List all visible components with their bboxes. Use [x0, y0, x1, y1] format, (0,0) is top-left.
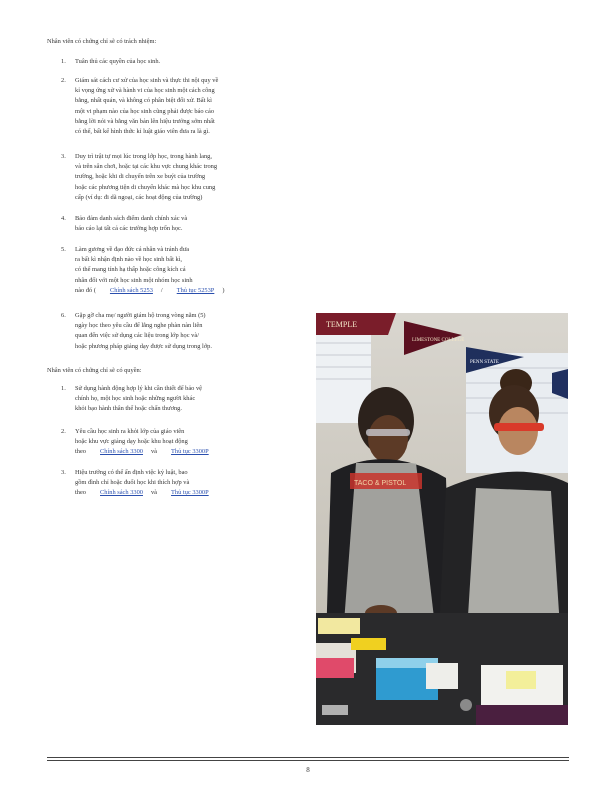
list-item-number: 5.: [61, 246, 66, 253]
list-item-number: 2.: [61, 428, 66, 435]
svg-text:PENN STATE: PENN STATE: [470, 360, 499, 365]
list-item-line: Giám sát cách cư xử của học sinh và thực thi nội quy về: [75, 77, 219, 84]
procedure-link[interactable]: Thủ tục 3300P: [171, 448, 209, 456]
reference-suffix: ): [222, 286, 225, 294]
policy-reference-line: [75, 488, 260, 498]
list-item-line: ra bất kì nhận định nào về học sinh bất kì,: [75, 256, 183, 264]
list-item-number: 1.: [61, 58, 66, 65]
procedure-link[interactable]: Thủ tục 5253P: [176, 286, 215, 294]
list-item-line: nhân đối với một học sinh một nhóm học sinh: [75, 276, 193, 284]
list-item-line: bằng lời nói và bằng văn bản lên hiệu trưởng sớm nhất: [75, 117, 215, 125]
list-item-line: chính họ, một học sinh hoặc những người khác: [75, 395, 196, 403]
list-item-text: [75, 76, 260, 137]
footer-rule-top: [47, 757, 569, 758]
policy-link[interactable]: Chính sách 3300: [100, 489, 143, 497]
list-item-line: khỏi bạo hành thân thể hoặc chấn thương.: [75, 405, 182, 413]
section-heading-rights: Nhân viên có chứng chỉ sẽ có quyền:: [47, 367, 142, 374]
list-item-line: quan đến việc sử dụng các liệu trong lớp học và/: [75, 332, 199, 340]
list-item-line: Yêu cầu học sinh ra khỏi lớp của giáo viên: [75, 428, 185, 435]
list-item-line: Duy trì trật tự mọi lúc trong lớp học, trong hành lang,: [75, 153, 212, 160]
reference-separator: /: [160, 286, 163, 294]
reference-prefix: nào đó (: [75, 286, 96, 294]
list-item-number: 3.: [61, 469, 66, 476]
policy-reference-line: [75, 447, 260, 457]
list-item-text: [75, 384, 260, 415]
list-item-text: [75, 152, 260, 203]
list-item-line: và trên sân chơi, hoặc tại các khu vực chung khác trong: [75, 163, 218, 171]
policy-link[interactable]: Chính sách 3300: [100, 448, 143, 456]
list-item-line: Gặp gỡ cha mẹ/ người giám hộ trong vòng năm (5): [75, 312, 206, 319]
svg-text:TACO & PISTOL: TACO & PISTOL: [354, 480, 407, 487]
list-item-line: kỉ vọng ứng xử và hành vi của học sinh một cách công: [75, 87, 215, 95]
list-item-line: ngày học theo yêu cầu để lắng nghe phàn nàn liên: [75, 322, 203, 330]
list-item-line: Sử dụng hành động hợp lý khi cần thiết để bảo vệ: [75, 385, 203, 392]
policy-link[interactable]: Chính sách 5253: [109, 286, 153, 294]
pennant-temple: [316, 313, 396, 335]
list-item-line: một vi phạm nào của học sinh cũng phải được báo cáo: [75, 107, 215, 115]
svg-text:TEMPLE: TEMPLE: [326, 320, 358, 329]
list-item-line: gồm đình chỉ hoặc đuổi học khi thích hợp và: [75, 479, 190, 487]
reference-separator: và: [150, 448, 158, 456]
list-item-line: Bảo đảm danh sách điểm danh chính xác và: [75, 215, 188, 222]
list-item-line: Tuân thủ các quyền của học sinh.: [75, 58, 161, 65]
page-number: 8: [306, 766, 310, 774]
policy-reference-line: [75, 286, 260, 296]
list-item-line: hoặc phương pháp giảng dạy được sử dụng trong lớp.: [75, 342, 212, 350]
list-item-line: hoặc các phương tiện di chuyển khác mà học khu cung: [75, 183, 216, 191]
list-item-number: 4.: [61, 215, 66, 222]
list-item-line: hoặc khu vực giảng dạy hoặc khu hoạt động: [75, 438, 188, 446]
list-item-number: 3.: [61, 153, 66, 160]
list-item-text: [75, 311, 260, 352]
list-item-line: Làm gương về đạo đức cá nhân và tránh đưa: [75, 246, 190, 253]
students-lab-photo: [316, 313, 568, 725]
list-item-text: [75, 245, 260, 296]
list-item-line: cấp (ví dụ: đi dã ngoại, các hoạt động của trường): [75, 193, 203, 201]
list-item-line: Hiệu trưởng có thể ấn định việc kỷ luật, bao: [75, 469, 188, 476]
section-heading-responsibilities: Nhân viên có chứng chỉ sẽ có trách nhiệm:: [47, 38, 157, 45]
list-item-number: 6.: [61, 312, 66, 319]
reference-prefix: theo: [75, 448, 87, 456]
list-item-number: 2.: [61, 77, 66, 84]
procedure-link[interactable]: Thủ tục 3300P: [171, 489, 209, 497]
list-item-line: có thể mang tính hạ thấp hoặc công kích cá: [75, 266, 186, 274]
list-item-text: [75, 468, 260, 499]
list-item-line: báo cáo lại tất cả các trường hợp trốn học.: [75, 225, 183, 233]
list-item-line: trường, hoặc khi di chuyển trên xe buýt của trường: [75, 173, 206, 181]
list-item-text: [75, 57, 260, 67]
list-item-text: [75, 427, 260, 458]
list-item-text: [75, 214, 260, 234]
footer-rule-bottom: [47, 760, 569, 761]
reference-separator: và: [150, 489, 158, 497]
reference-prefix: theo: [75, 489, 87, 497]
list-item-line: bằng, nhất quán, và không có phân biệt đối xử. Bất kì: [75, 97, 212, 105]
list-item-number: 1.: [61, 385, 66, 392]
svg-text:LIMESTONE COLLEGE: LIMESTONE COLLEGE: [412, 338, 465, 343]
list-item-line: có thể, bất kể hình thức kỉ luật giáo viên đưa ra là gì.: [75, 128, 210, 136]
